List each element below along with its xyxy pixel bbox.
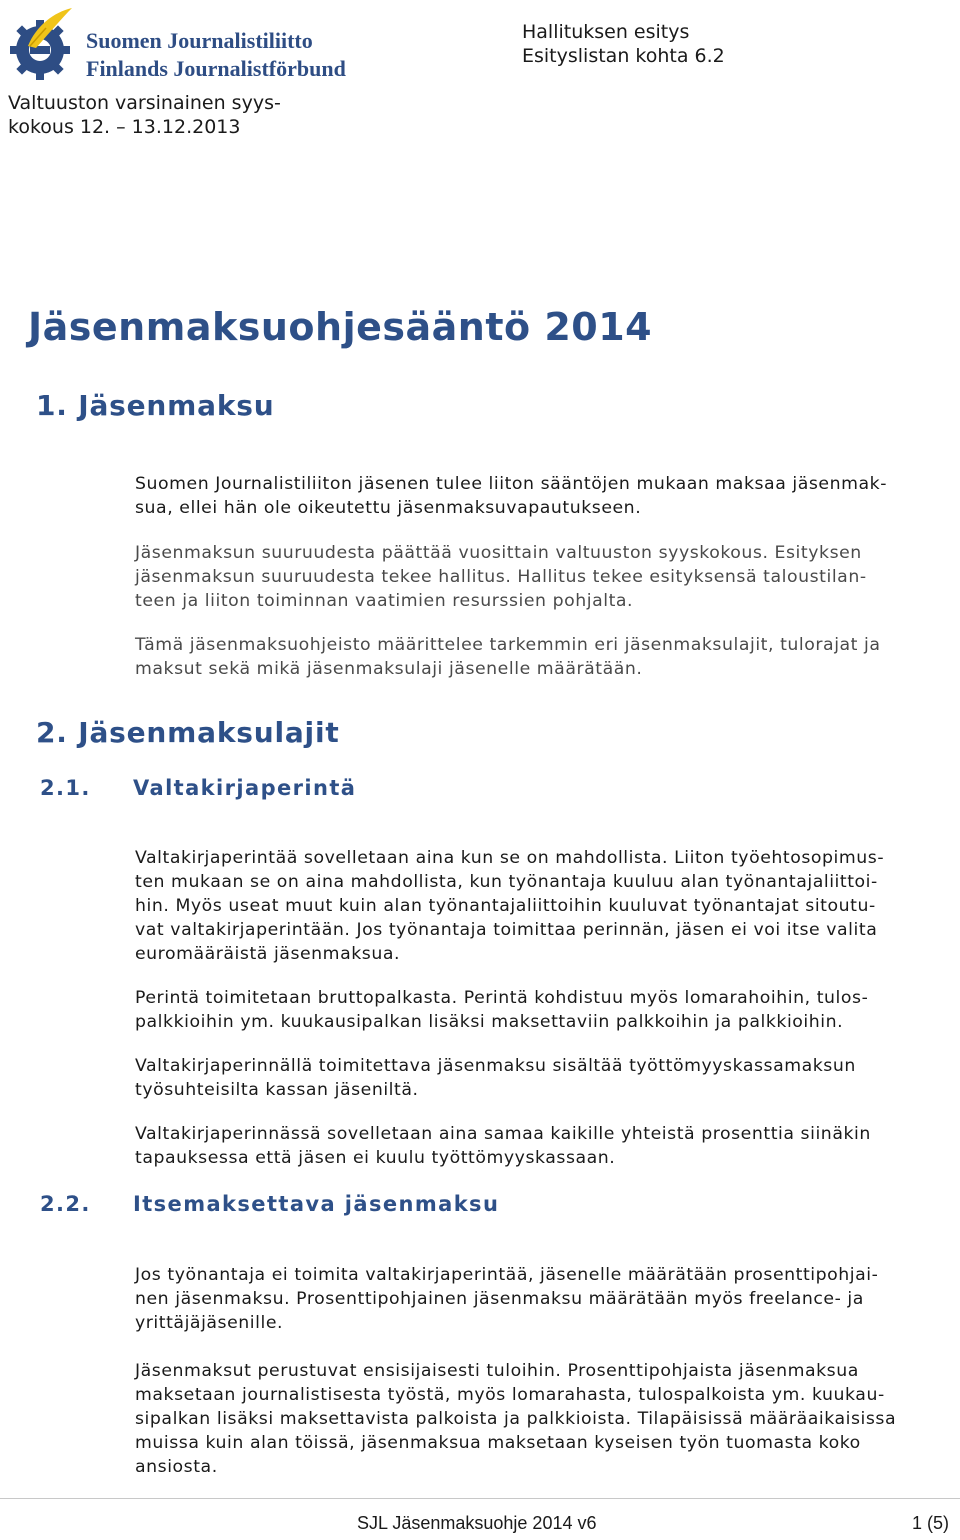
section-1-heading: 1. Jäsenmaksu bbox=[36, 389, 275, 422]
document-title: Jäsenmaksuohjesääntö 2014 bbox=[28, 305, 653, 349]
document-type: Hallituksen esitys bbox=[522, 21, 690, 43]
text-line: yrittäjäjäsenille. bbox=[135, 1313, 284, 1333]
meeting-line-2: kokous 12. – 13.12.2013 bbox=[8, 116, 241, 138]
text-line: tapauksessa että jäsen ei kuulu työttömyyskassaan. bbox=[135, 1148, 616, 1168]
text-line: Jos työnantaja ei toimita valtakirjaperintää, jäsenelle määrätään prosenttipohjai- bbox=[135, 1265, 879, 1285]
text-line: Valtakirjaperinnässä sovelletaan aina samaa kaikille yhteistä prosenttia siinäkin bbox=[135, 1124, 871, 1144]
subsection-2-1-heading: Valtakirjaperintä bbox=[133, 776, 357, 800]
text-line: sipalkan lisäksi maksettavista palkoista ja palkkioista. Tilapäisissä määräaikaisissa bbox=[135, 1409, 897, 1429]
meeting-info bbox=[8, 91, 298, 139]
meeting-line-1: Valtuuston varsinainen syys- bbox=[8, 92, 281, 114]
footer-page-number: 1 (5) bbox=[912, 1513, 950, 1533]
text-line: jäsenmaksun suuruudesta tekee hallitus. Hallitus tekee esityksensä taloustilan- bbox=[135, 567, 867, 587]
text-line: työsuhteisilta kassan jäseniltä. bbox=[135, 1080, 419, 1100]
text-line: ten mukaan se on aina mahdollista, kun työnantaja kuuluu alan työnantajaliittoi- bbox=[135, 872, 878, 892]
text-line: palkkioihin ym. kuukausipalkan lisäksi maksettaviin palkkoihin ja palkkioihin. bbox=[135, 1012, 844, 1032]
section-1-paragraph-2 bbox=[135, 541, 947, 613]
text-line: ansiosta. bbox=[135, 1457, 218, 1477]
subsection-2-1-paragraph-4 bbox=[135, 1122, 947, 1170]
section-2-heading: 2. Jäsenmaksulajit bbox=[36, 716, 340, 749]
text-line: Valtakirjaperintää sovelletaan aina kun se on mahdollista. Liiton työehtosopimus- bbox=[135, 848, 885, 868]
agenda-item: Esityslistan kohta 6.2 bbox=[522, 45, 725, 67]
text-line: vat valtakirjaperintään. Jos työnantaja toimittaa perinnän, jäsen ei voi itse valita bbox=[135, 920, 878, 940]
text-line: hin. Myös useat muut kuin alan työnantajaliittoihin kuuluvat työnantajat sitoutu- bbox=[135, 896, 876, 916]
organization-logo bbox=[6, 6, 346, 84]
text-line: teen ja liiton toiminnan vaatimien resurssien pohjalta. bbox=[135, 591, 634, 611]
text-line: Suomen Journalistiliiton jäsenen tulee liiton sääntöjen mukaan maksaa jäsenmak- bbox=[135, 474, 887, 494]
text-line: Jäsenmaksun suuruudesta päättää vuosittain valtuuston syyskokous. Esityksen bbox=[135, 543, 862, 563]
text-line: Perintä toimitetaan bruttopalkasta. Perintä kohdistuu myös lomarahoihin, tulos- bbox=[135, 988, 869, 1008]
text-line: sua, ellei hän ole oikeutettu jäsenmaksuvapautukseen. bbox=[135, 498, 642, 518]
text-line: euromääräistä jäsenmaksua. bbox=[135, 944, 401, 964]
logo-name-finnish: Suomen Journalistiliitto bbox=[86, 28, 313, 53]
section-1-paragraph-3 bbox=[135, 633, 947, 681]
text-line: Jäsenmaksut perustuvat ensisijaisesti tuloihin. Prosenttipohjaista jäsenmaksua bbox=[135, 1361, 859, 1381]
footer-document-name: SJL Jäsenmaksuohje 2014 v6 bbox=[357, 1513, 597, 1533]
subsection-2-2-heading: Itsemaksettava jäsenmaksu bbox=[133, 1192, 500, 1216]
subsection-2-2-number: 2.2. bbox=[40, 1192, 91, 1216]
text-line: nen jäsenmaksu. Prosenttipohjainen jäsenmaksu määrätään myös freelance- ja bbox=[135, 1289, 864, 1309]
subsection-2-1-paragraph-1 bbox=[135, 846, 947, 966]
text-line: Tämä jäsenmaksuohjeisto määrittelee tarkemmin eri jäsenmaksulajit, tulorajat ja bbox=[135, 635, 881, 655]
document-type-block bbox=[522, 20, 725, 68]
subsection-2-2-paragraph-1 bbox=[135, 1263, 947, 1335]
subsection-2-2-paragraph-2 bbox=[135, 1359, 947, 1479]
text-line: maksetaan journalistisesta työstä, myös lomarahasta, tulospalkoista ym. kuukau- bbox=[135, 1385, 885, 1405]
subsection-2-1-paragraph-2 bbox=[135, 986, 947, 1034]
text-line: muissa kuin alan töissä, jäsenmaksua maksetaan kyseisen työn tuomasta koko bbox=[135, 1433, 861, 1453]
logo-name-swedish: Finlands Journalistförbund bbox=[86, 56, 346, 81]
text-line: maksut sekä mikä jäsenmaksulaji jäsenelle määrätään. bbox=[135, 659, 643, 679]
subsection-2-1-paragraph-3 bbox=[135, 1054, 947, 1102]
section-1-paragraph-1 bbox=[135, 472, 947, 520]
footer-divider bbox=[0, 1498, 960, 1499]
text-line: Valtakirjaperinnällä toimitettava jäsenmaksu sisältää työttömyyskassamaksun bbox=[135, 1056, 856, 1076]
logo-emblem-icon bbox=[6, 6, 80, 84]
subsection-2-1-number: 2.1. bbox=[40, 776, 91, 800]
